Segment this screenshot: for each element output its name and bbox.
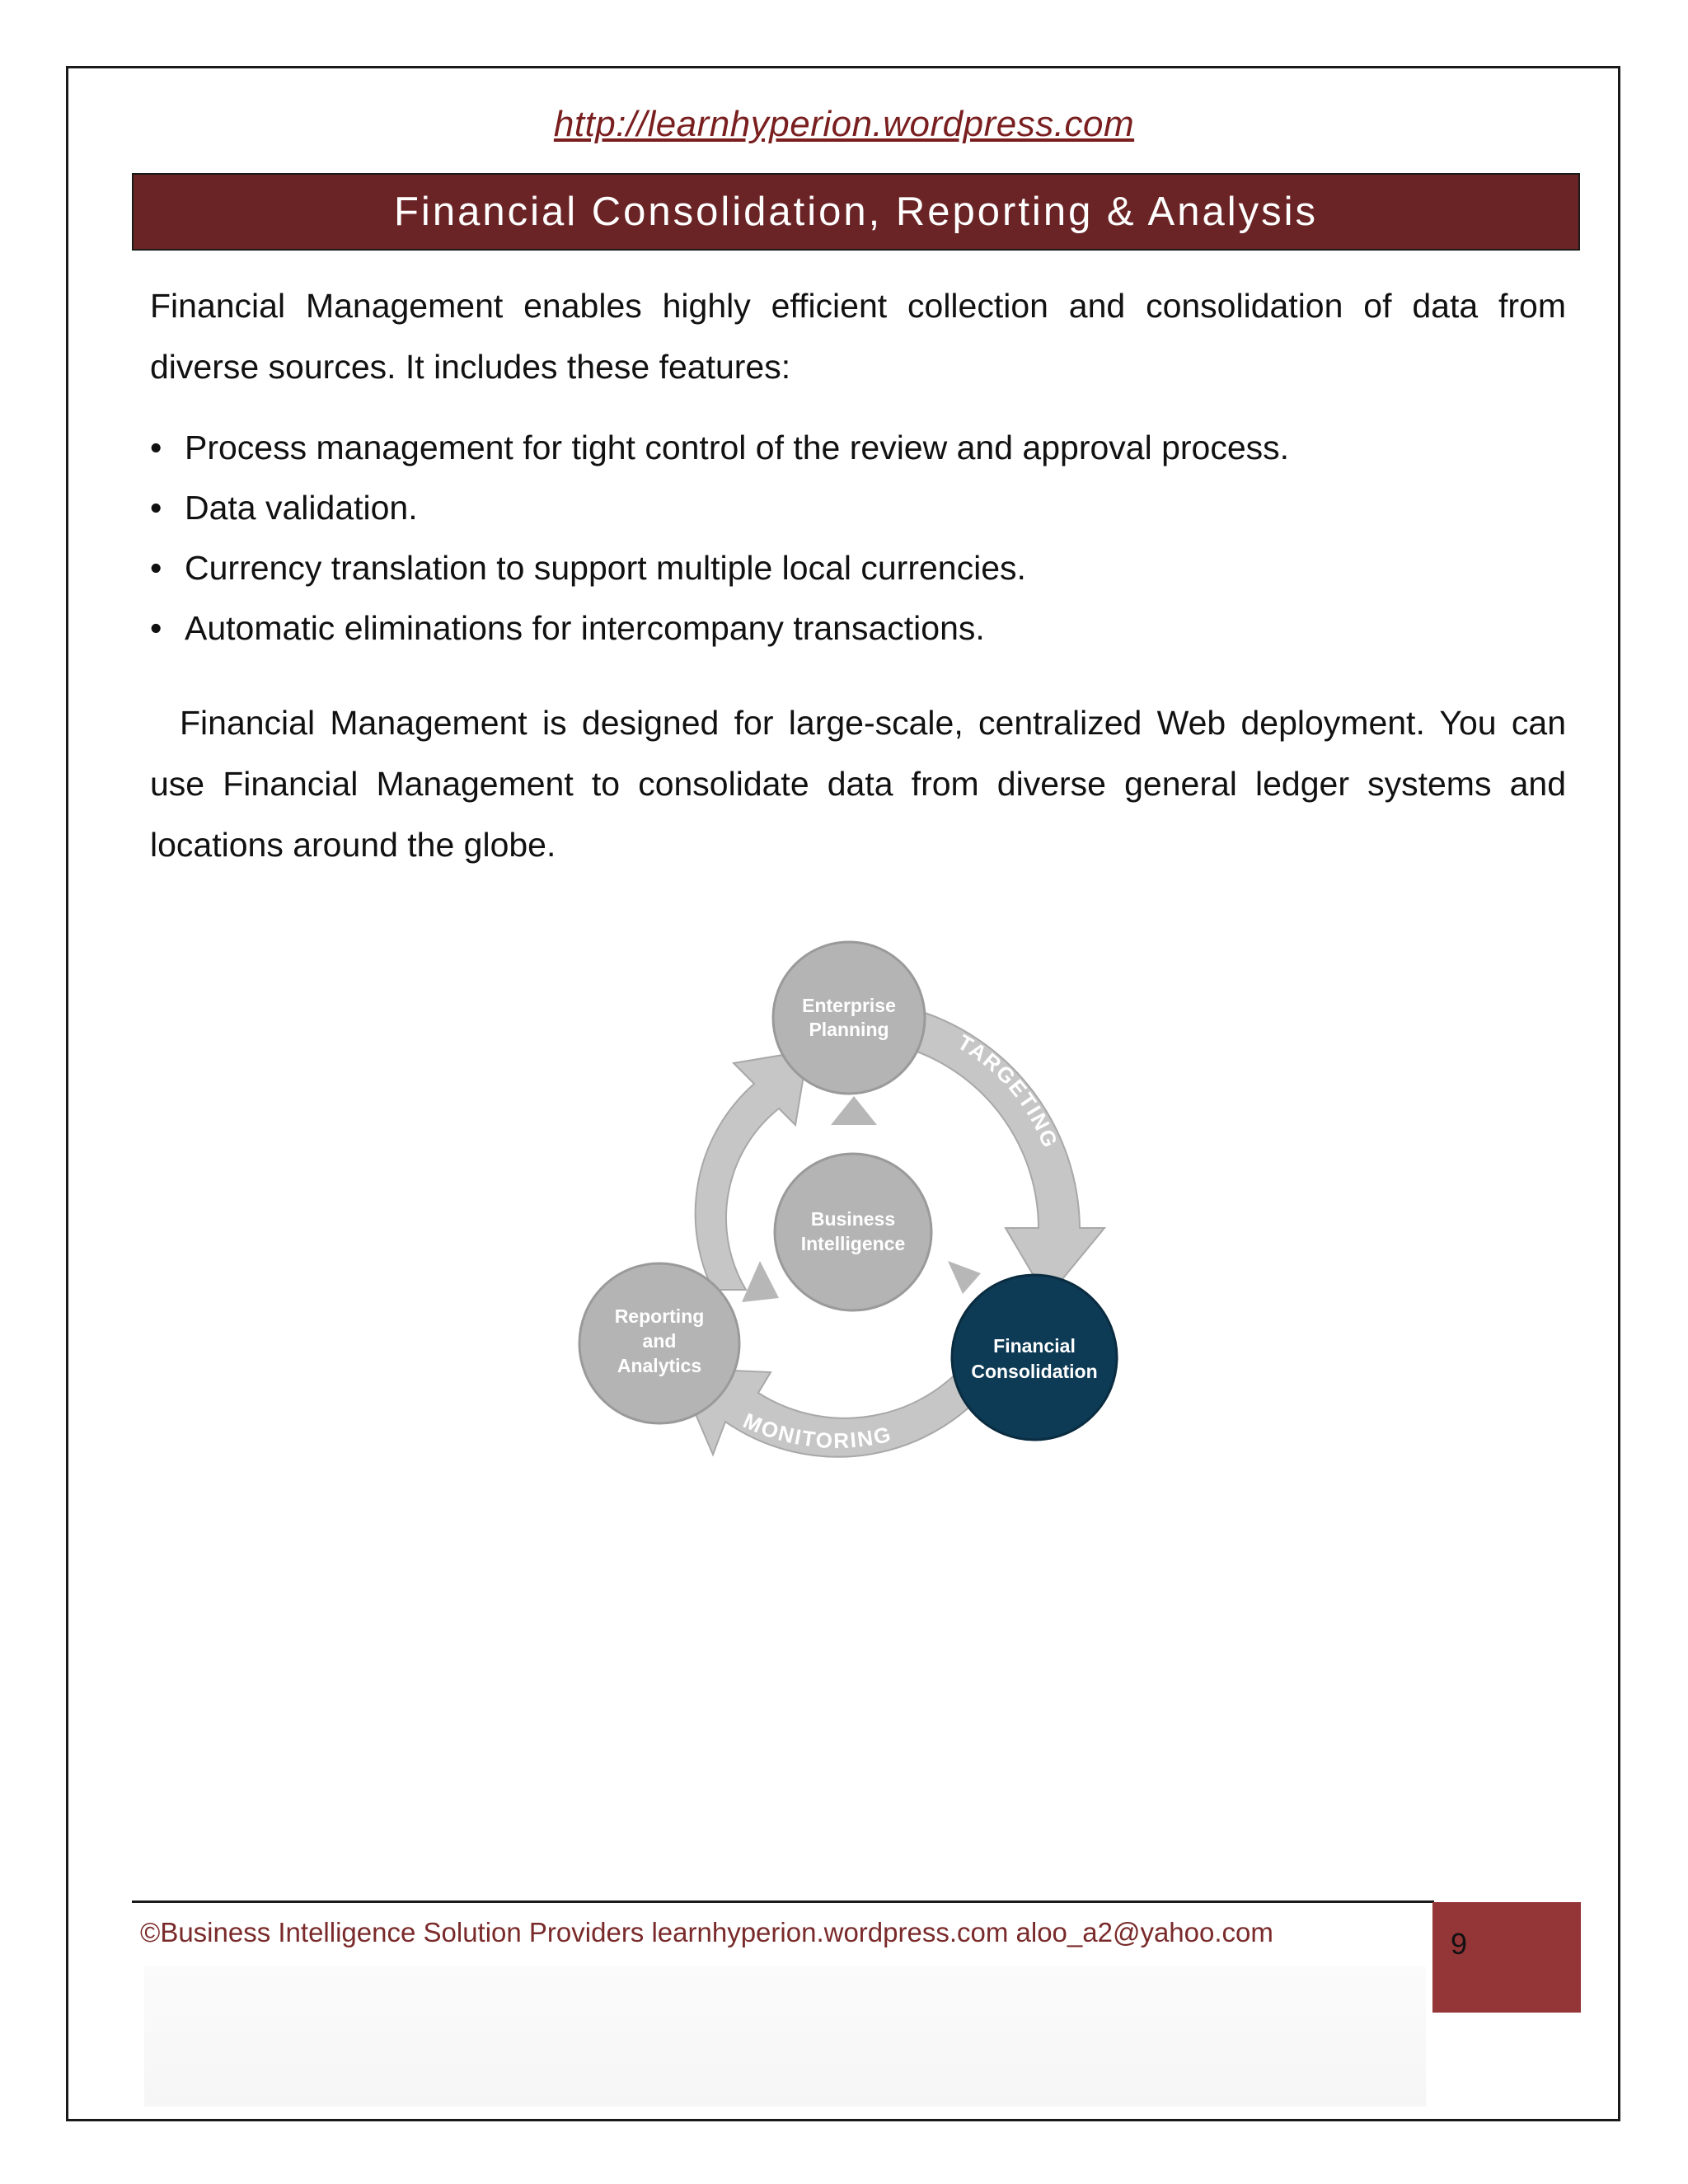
bullet-icon: •: [150, 609, 162, 647]
header-url-link[interactable]: http://learnhyperion.wordpress.com: [553, 104, 1135, 144]
monitoring-label: MONITORING: [739, 1408, 895, 1454]
bullet-icon: •: [150, 489, 162, 527]
page-number: 9: [1451, 1927, 1468, 1961]
svg-text:Financial: Financial: [993, 1335, 1076, 1357]
list-item: • Data validation.: [150, 478, 1566, 538]
page-number-box: [1432, 1902, 1581, 2013]
section-title-bar: [132, 173, 1580, 251]
footer-background: [144, 1966, 1426, 2107]
svg-text:Consolidation: Consolidation: [971, 1361, 1098, 1382]
svg-text:Reporting: Reporting: [614, 1305, 705, 1327]
list-item: • Process management for tight control of the review and approval process.: [150, 418, 1566, 478]
intro-paragraph: Financial Management enables highly efficient collection and consolidation of data from diverse sources. It includes these features:: [150, 287, 1566, 386]
svg-text:Business: Business: [810, 1208, 896, 1230]
deployment-paragraph: Financial Management is designed for large-scale, centralized Web deployment. You can use Financial Management to consolidate data from diverse general ledger systems and locations around the globe.: [150, 704, 1566, 864]
improving-label: IMPROVING: [671, 1099, 732, 1242]
svg-text:and: and: [642, 1330, 677, 1352]
reporting-analytics-node: [579, 1263, 739, 1423]
footer-copyright: ©Business Intelligence Solution Providers learnhyperion.wordpress.com aloo_a2@yahoo.com: [140, 1917, 1273, 1947]
list-item: • Automatic eliminations for intercompany transactions.: [150, 598, 1566, 658]
footer-divider: [132, 1900, 1434, 1903]
business-intelligence-node: [775, 1154, 931, 1310]
list-item: • Currency translation to support multiple local currencies.: [150, 538, 1566, 598]
enterprise-planning-node: [773, 942, 925, 1094]
targeting-label: TARGETING: [953, 1029, 1064, 1153]
svg-text:Enterprise: Enterprise: [802, 995, 896, 1016]
feature-list: [150, 418, 1566, 658]
section-title: Financial Consolidation, Reporting & Analysis: [394, 190, 1318, 234]
performance-cycle-diagram: [569, 927, 1146, 1504]
svg-text:Analytics: Analytics: [617, 1355, 702, 1376]
targeting-arrow: [915, 1010, 1104, 1298]
svg-text:Intelligence: Intelligence: [800, 1233, 906, 1254]
svg-text:Planning: Planning: [809, 1019, 889, 1040]
bullet-icon: •: [150, 429, 162, 466]
bullet-icon: •: [150, 549, 162, 587]
financial-consolidation-node: [952, 1275, 1117, 1440]
